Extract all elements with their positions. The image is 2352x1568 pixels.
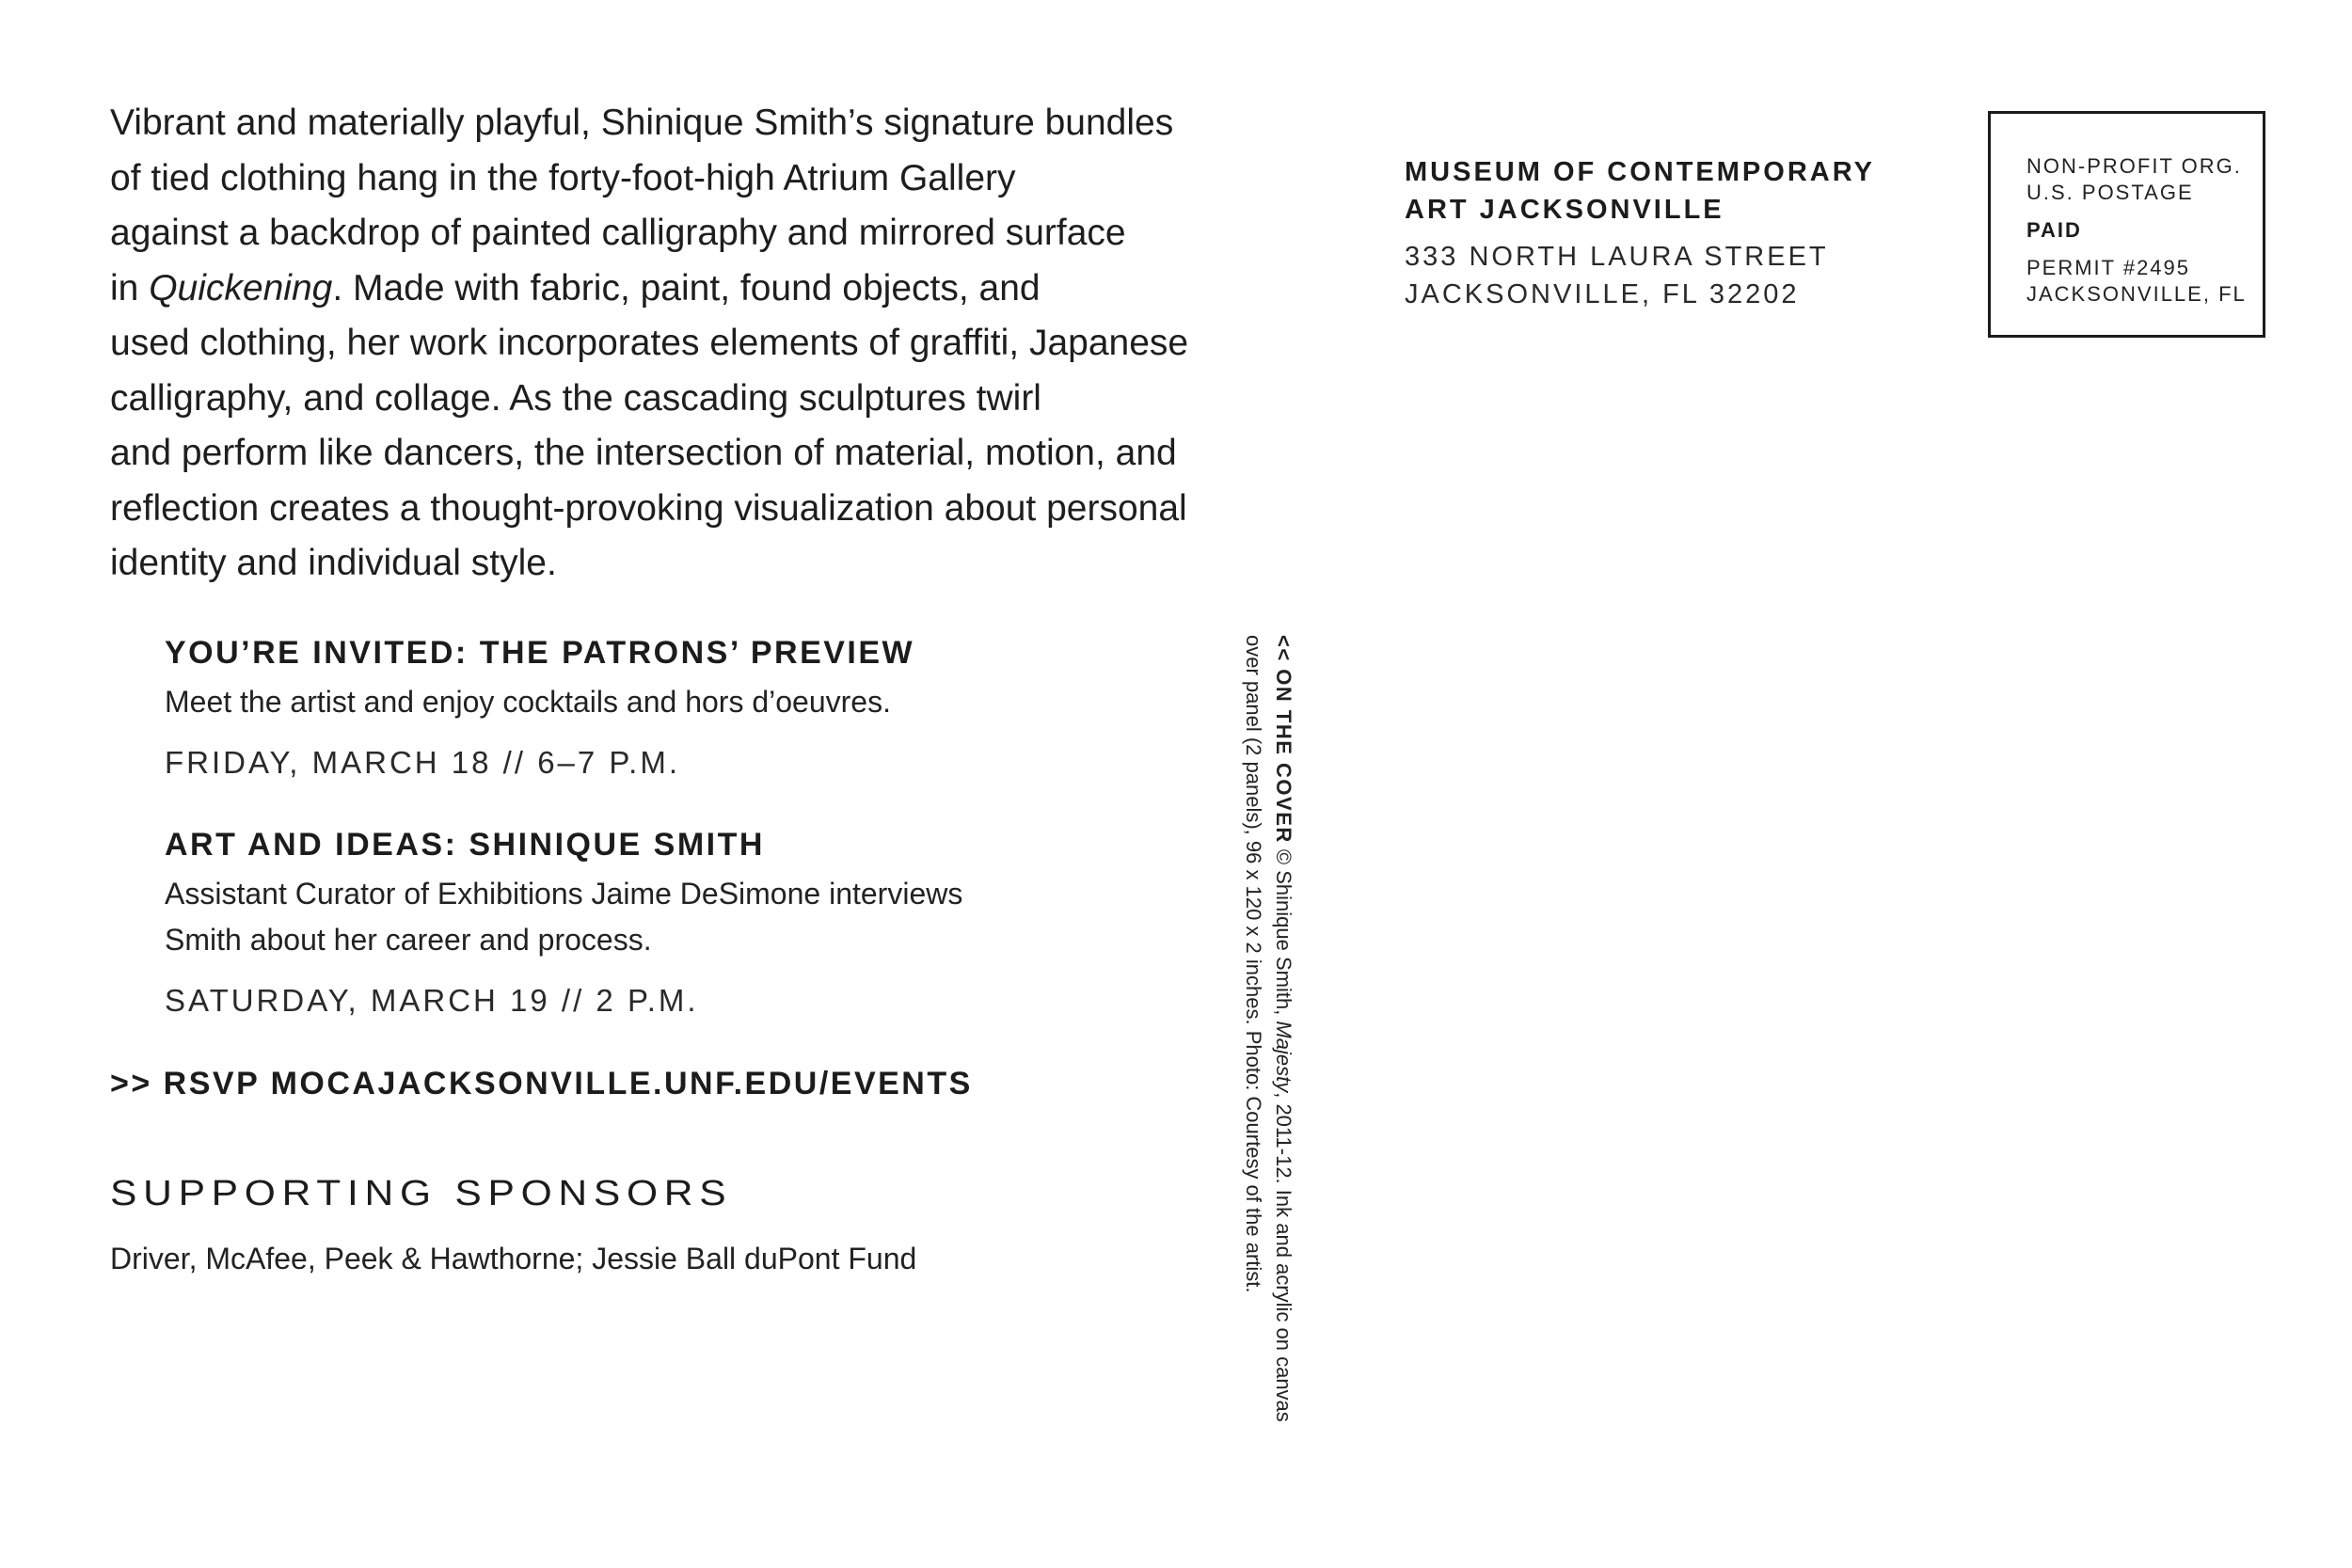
- intro-line: and perform like dancers, the intersection of material, motion, and: [110, 433, 1177, 473]
- intro-line: used clothing, her work incorporates elements of graffiti, Japanese: [110, 323, 1189, 363]
- event-art-and-ideas: [165, 824, 1162, 1022]
- event-heading: YOU’RE INVITED: THE PATRONS’ PREVIEW: [165, 635, 915, 671]
- intro-line: Vibrant and materially playful, Shinique Smith’s signature bundles: [110, 103, 1174, 143]
- rsvp-link[interactable]: >> RSVP MOCAJACKSONVILLE.UNF.EDU/EVENTS: [110, 1066, 973, 1101]
- cover-credit: [1223, 635, 1298, 1463]
- cover-credit-line: [1268, 635, 1298, 1463]
- event-date: FRIDAY, MARCH 18 // 6–7 P.M.: [165, 745, 680, 780]
- organization-name: ART JACKSONVILLE: [1405, 195, 1724, 225]
- return-address: [1405, 153, 1931, 313]
- intro-line: calligraphy, and collage. As the cascading sculptures twirl: [110, 377, 1041, 419]
- organization-name: MUSEUM OF CONTEMPORARY: [1405, 157, 1875, 187]
- event-description: [165, 871, 1162, 963]
- intro-line: [110, 261, 1314, 317]
- intro-line-prefix: in: [110, 267, 150, 309]
- cover-credit-label: << ON THE COVER: [1272, 635, 1295, 844]
- event-date: SATURDAY, MARCH 19 // 2 P.M.: [165, 983, 699, 1018]
- intro-paragraph: [110, 96, 1314, 592]
- sponsors-heading: SUPPORTING SPONSORS: [110, 1174, 733, 1213]
- intro-line: identity and individual style.: [110, 543, 557, 583]
- intro-line: of tied clothing hang in the forty-foot-high Atrium Gallery: [110, 157, 1016, 198]
- event-description-line: Assistant Curator of Exhibitions Jaime DeSimone interviews: [165, 877, 963, 911]
- cover-credit-text: , 2011-12. Ink and acrylic on canvas: [1272, 1092, 1295, 1422]
- cover-credit-line: over panel (2 panels), 96 x 120 x 2 inches. Photo: Courtesy of the artist.: [1242, 635, 1265, 1293]
- event-patrons-preview: [165, 632, 1162, 784]
- indicia-line: U.S. POSTAGE: [2026, 181, 2194, 204]
- indicia-permit: PERMIT #2495: [2026, 256, 2191, 279]
- intro-line: reflection creates a thought-provoking visualization about personal: [110, 487, 1187, 529]
- city-state-zip: JACKSONVILLE, FL 32202: [1405, 279, 1800, 309]
- indicia-paid: PAID: [2026, 218, 2082, 242]
- indicia-city: JACKSONVILLE, FL: [2026, 282, 2247, 306]
- cover-credit-text: © Shinique Smith,: [1272, 843, 1295, 1022]
- event-description: Meet the artist and enjoy cocktails and hors d’oeuvres.: [165, 685, 891, 719]
- event-description-line: Smith about her career and process.: [165, 923, 652, 957]
- street-address: 333 NORTH LAURA STREET: [1405, 242, 1829, 272]
- indicia-line: NON-PROFIT ORG.: [2026, 154, 2242, 178]
- artwork-title: Quickening: [149, 267, 333, 309]
- intro-line: against a backdrop of painted calligraphy and mirrored surface: [110, 213, 1126, 253]
- postage-indicia: [1988, 111, 2265, 338]
- intro-line-suffix: . Made with fabric, paint, found objects, and: [332, 267, 1041, 309]
- sponsors-list: Driver, McAfee, Peek & Hawthorne; Jessie Ball duPont Fund: [110, 1242, 917, 1275]
- event-heading: ART AND IDEAS: SHINIQUE SMITH: [165, 827, 765, 863]
- cover-artwork-title: Majesty: [1272, 1021, 1295, 1093]
